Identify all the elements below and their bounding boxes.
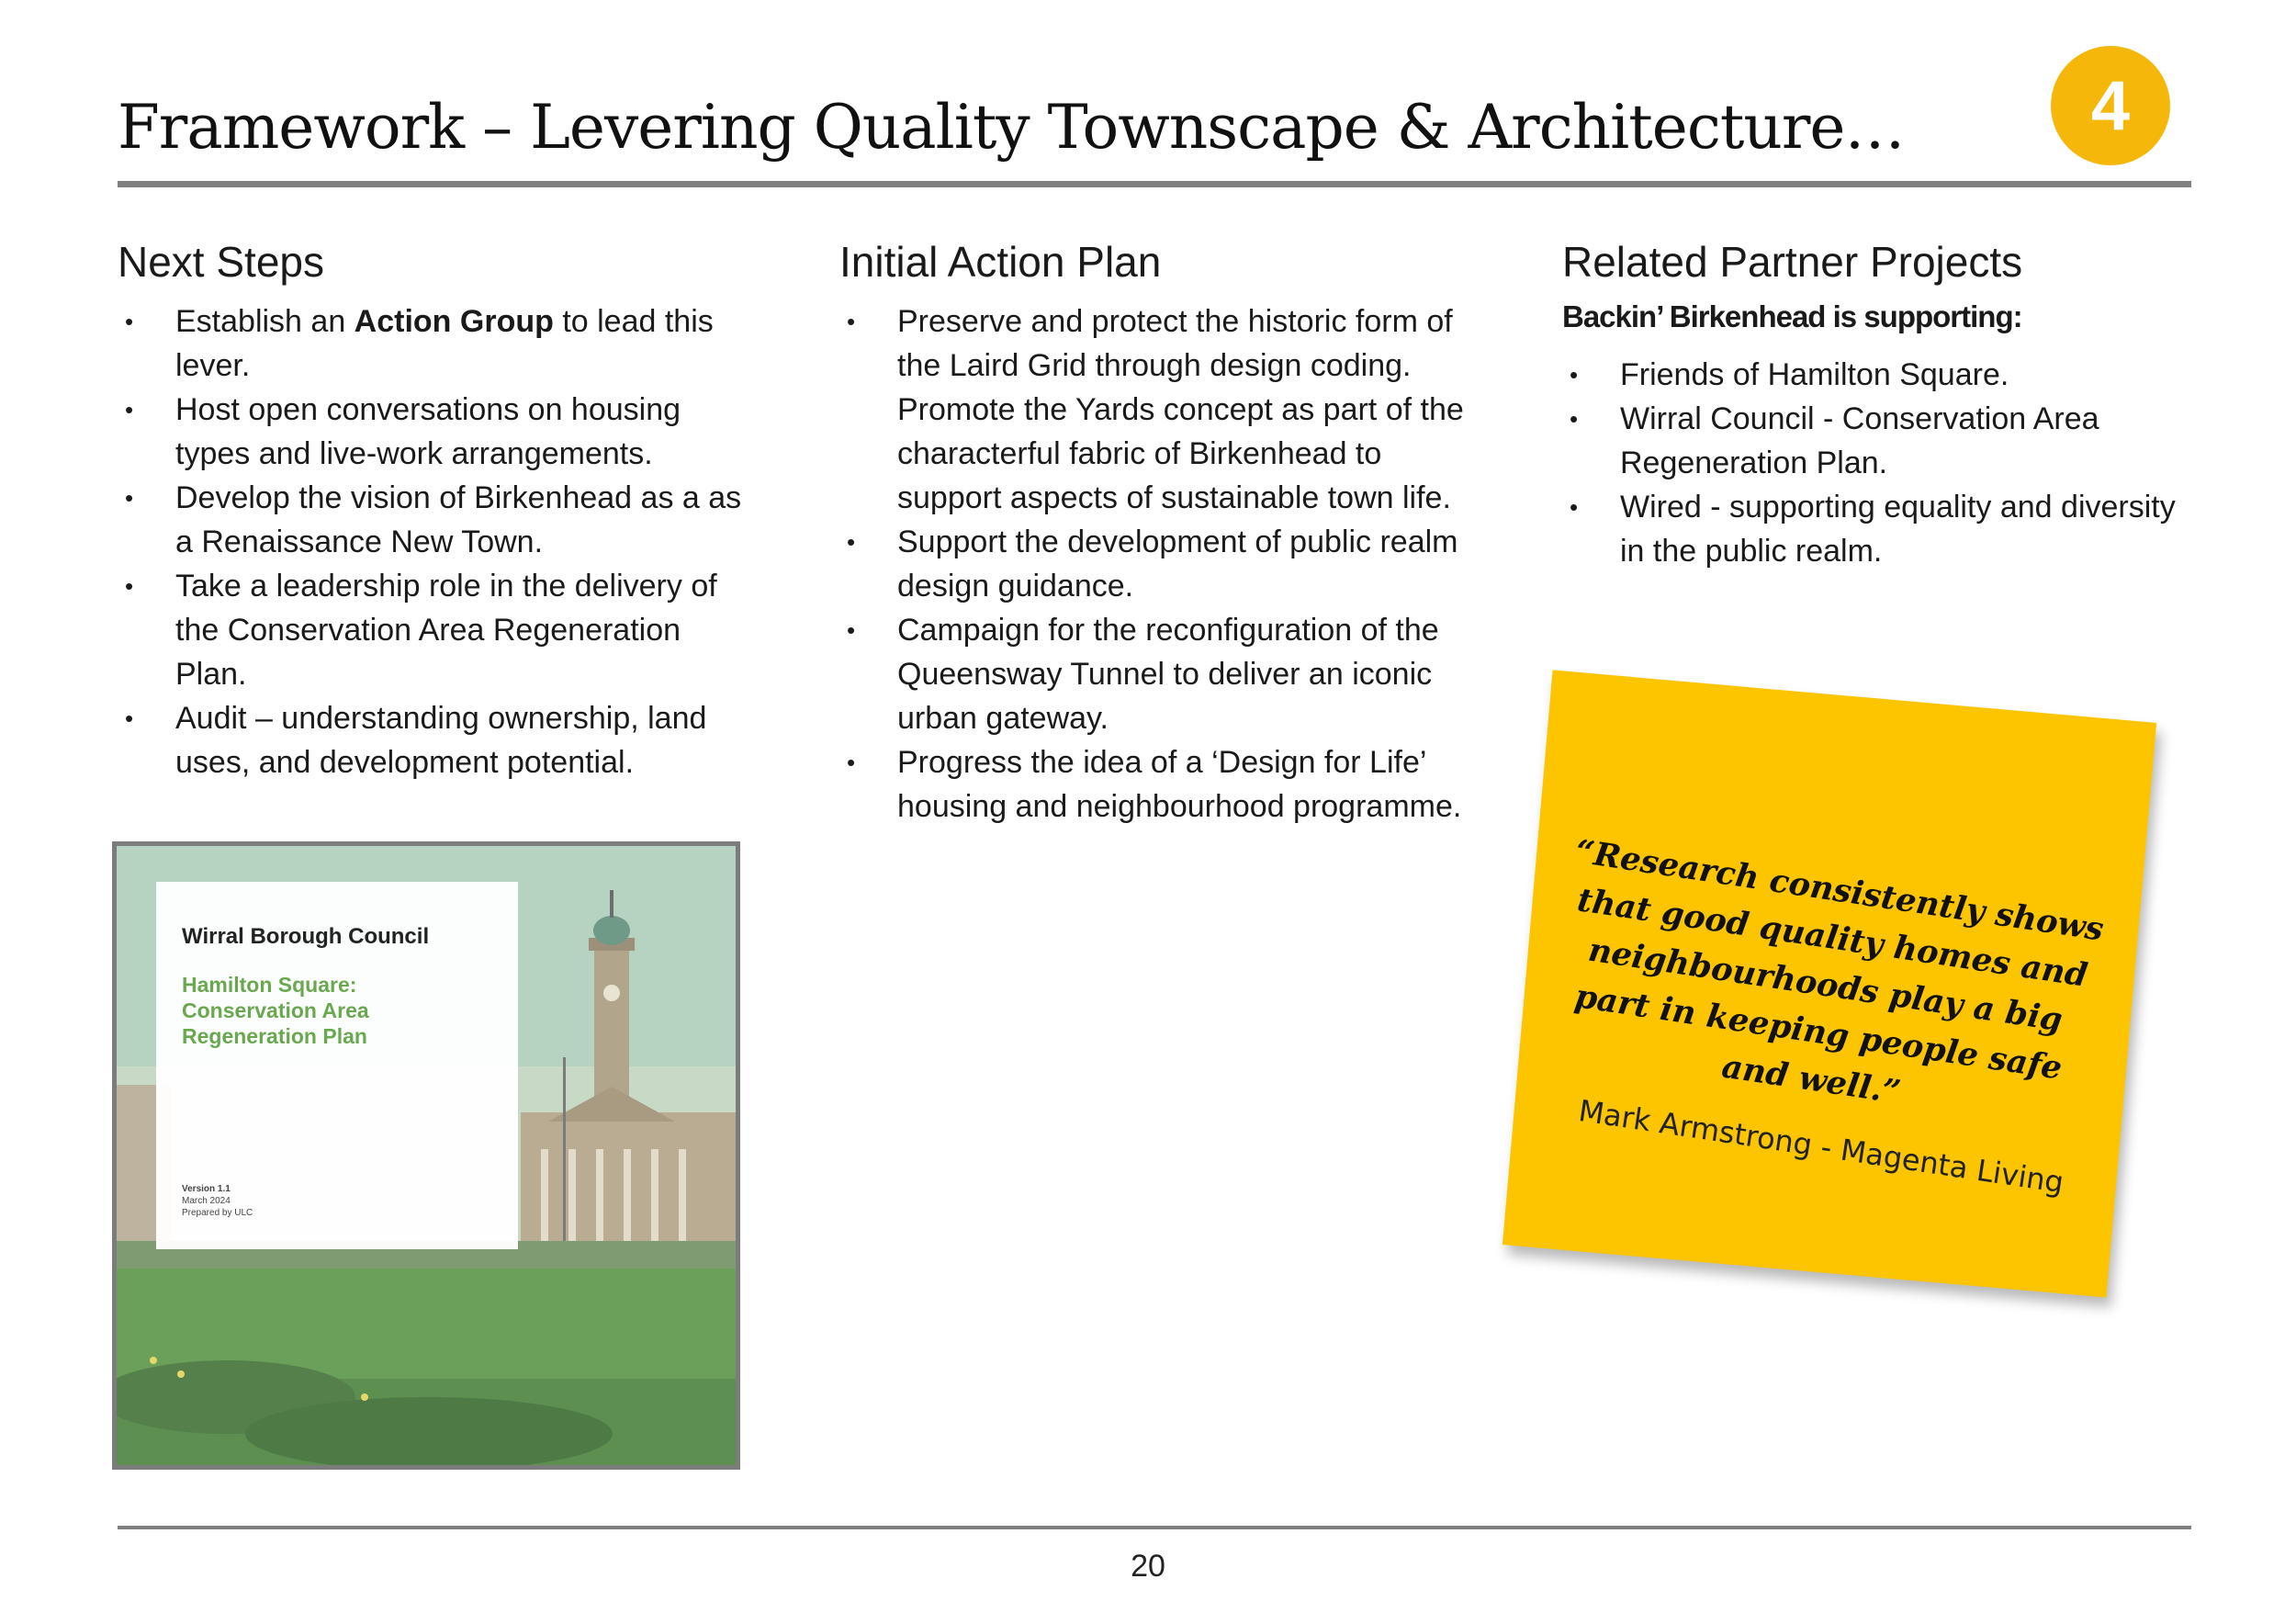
cover-prepared-by: Prepared by ULC	[182, 1208, 253, 1218]
cover-title-line: Conservation Area	[182, 998, 369, 1022]
footer-divider	[118, 1526, 2191, 1529]
cover-version: Version 1.1	[182, 1184, 231, 1194]
partner-projects-column	[1562, 237, 2205, 573]
cover-meta	[182, 1183, 253, 1219]
list-item: • Campaign for the reconfiguration of the Queensway Tunnel to deliver an iconic urban gateway.	[839, 608, 1482, 740]
list-item: • Preserve and protect the historic form of the Laird Grid through design coding. Promote the Yards concept as part of the characterful fabric of Birkenhead to support aspects of sustainable town life.	[839, 299, 1482, 520]
cover-date: March 2024	[182, 1196, 231, 1206]
next-steps-heading: Next Steps	[118, 238, 324, 286]
list-item: • Host open conversations on housing types and live-work arrangements.	[118, 388, 751, 476]
list-item: • Develop the vision of Birkenhead as a as a Renaissance New Town.	[118, 476, 751, 564]
next-steps-column	[118, 237, 751, 784]
next-steps-list	[118, 299, 751, 784]
list-item: • Audit – understanding ownership, land uses, and development potential.	[118, 696, 751, 784]
quote-text: “Research consistently shows that good quality homes and neighbourhoods play a big part in keeping people safe and well.”	[1572, 832, 2107, 1112]
section-number-badge: 4	[2051, 46, 2170, 165]
quote-author: Mark Armstrong - Magenta Living	[1576, 1093, 2066, 1201]
partner-projects-list	[1562, 353, 2205, 573]
page-number: 20	[1131, 1549, 1165, 1584]
action-group-emphasis: Action Group	[354, 304, 554, 339]
header-divider	[118, 181, 2191, 187]
page-title: Framework – Levering Quality Townscape & Architecture…	[118, 92, 1905, 163]
list-item-text: to lead this lever.	[175, 304, 714, 383]
cover-title	[182, 972, 492, 1049]
partner-projects-subheading: Backin’ Birkenhead is supporting:	[1562, 299, 2022, 333]
list-item: • Progress the idea of a ‘Design for Life’ housing and neighbourhood programme.	[839, 740, 1482, 829]
action-plan-heading: Initial Action Plan	[839, 238, 1162, 286]
report-cover-image	[112, 841, 740, 1470]
list-item: • Support the development of public realm design guidance.	[839, 520, 1482, 608]
action-plan-list	[839, 299, 1482, 829]
cover-title-line: Regeneration Plan	[182, 1024, 367, 1048]
partner-projects-heading: Related Partner Projects	[1562, 238, 2023, 286]
cover-title-line: Hamilton Square:	[182, 973, 357, 997]
action-plan-column	[839, 237, 1482, 829]
list-item-text: Establish an	[175, 304, 355, 339]
list-item: • Wired - supporting equality and diversity in the public realm.	[1562, 485, 2205, 573]
list-item: • Take a leadership role in the delivery of the Conservation Area Regeneration Plan.	[118, 564, 751, 696]
list-item: • Wirral Council - Conservation Area Regeneration Plan.	[1562, 397, 2205, 485]
list-item	[118, 299, 751, 388]
cover-title-card	[156, 882, 518, 1249]
cover-organisation: Wirral Borough Council	[182, 924, 430, 949]
list-item: • Friends of Hamilton Square.	[1562, 353, 2205, 397]
